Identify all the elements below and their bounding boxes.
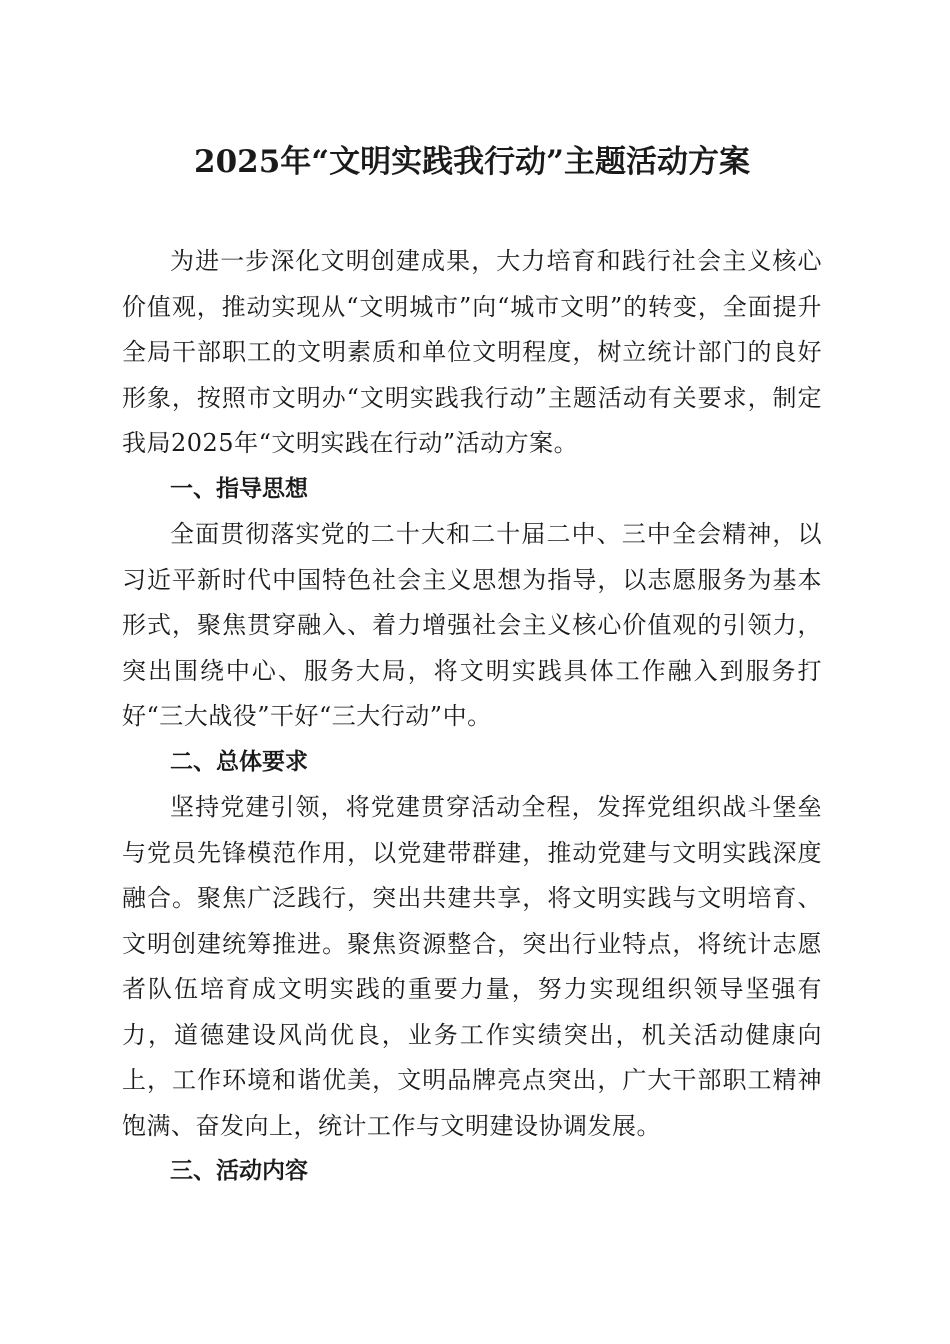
section-heading-guiding-ideology: 一、指导思想: [170, 475, 308, 502]
document-title: 2025年“文明实践我行动”主题活动方案: [194, 144, 750, 180]
section-body-general-requirements: 坚持党建引领，将党建贯穿活动全程，发挥党组织战斗堡垒与党员先锋模范作用，以党建带群建，推动党建与文明实践深度融合。聚焦广泛践行，突出共建共享，将文明实践与文明培育、文明创建统筹推进。聚焦资源整合，突出行业特点，将统计志愿者队伍培育成文明实践的重要力量，努力实现组织领导坚强有力，道德建设风尚优良，业务工作实绩突出，机关活动健康向上，工作环境和谐优美，文明品牌亮点突出，广大干部职工精神饱满、奋发向上，统计工作与文明建设协调发展。: [122, 793, 822, 1140]
document-page: [122, 140, 822, 1195]
intro-paragraph: 为进一步深化文明创建成果，大力培育和践行社会主义核心价值观，推动实现从“文明城市”向“城市文明”的转变，全面提升全局干部职工的文明素质和单位文明程度，树立统计部门的良好形象，按照市文明办“文明实践我行动”主题活动有关要求，制定我局2025年“文明实践在行动”活动方案。: [122, 247, 822, 457]
section-heading-general-requirements: 二、总体要求: [170, 748, 308, 775]
section-heading-activity-content: 三、活动内容: [170, 1158, 308, 1184]
section-body-guiding-ideology: 全面贯彻落实党的二十大和二十届二中、三中全会精神，以习近平新时代中国特色社会主义思想为指导，以志愿服务为基本形式，聚焦贯穿融入、着力增强社会主义核心价值观的引领力，突出围绕中心、服务大局，将文明实践具体工作融入到服务打好“三大战役”干好“三大行动”中。: [122, 520, 822, 730]
